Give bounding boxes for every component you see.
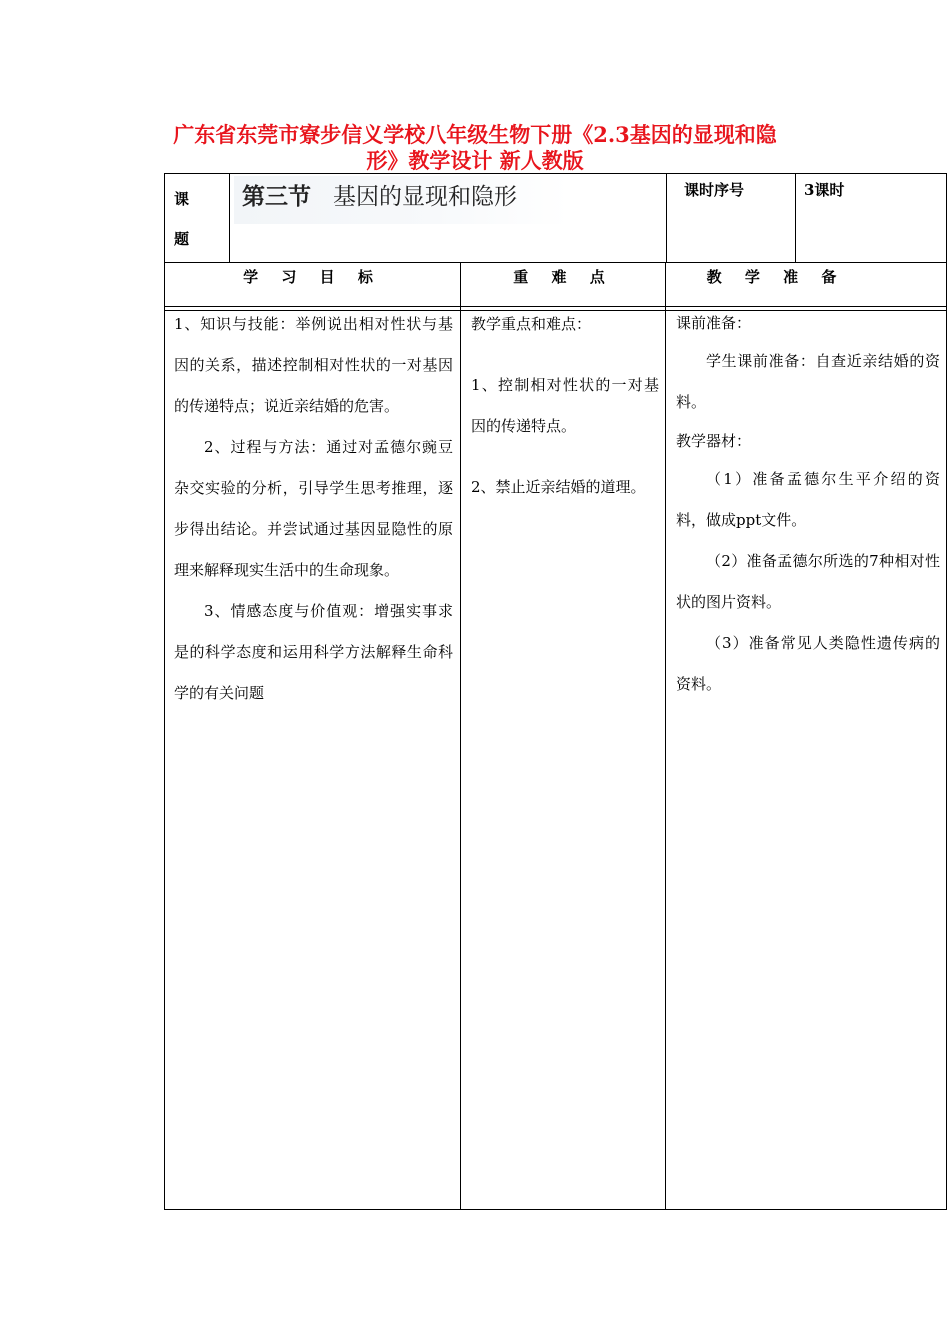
header-divider-3 bbox=[795, 173, 796, 262]
header-divider-1 bbox=[229, 173, 230, 262]
table-border-right bbox=[946, 173, 947, 1210]
preparation-heading-1: 课前准备： bbox=[676, 314, 752, 332]
preparation-cell bbox=[676, 305, 940, 705]
table-border-left bbox=[164, 173, 165, 1210]
period-value: 3课时 bbox=[804, 181, 845, 199]
goal-item-3: 3、情感态度与价值观：增强实事求是的科学态度和运用科学方法解释生命科学的有关问题 bbox=[174, 602, 453, 702]
lesson-label-char-1: 课 bbox=[174, 190, 190, 208]
table-border-top bbox=[164, 173, 947, 174]
lesson-title bbox=[242, 178, 517, 211]
key-points-heading: 教学重点和难点： bbox=[471, 315, 592, 333]
key-point-item-2: 2、禁止近亲结婚的道理。 bbox=[471, 478, 646, 496]
column-heading-preparation: 教 学 准 备 bbox=[706, 268, 846, 286]
key-point-item-1: 1、控制相对性状的一对基因的传递特点。 bbox=[471, 376, 659, 435]
period-label: 课时序号 bbox=[684, 181, 745, 199]
column-heading-goals: 学 习 目 标 bbox=[243, 268, 382, 286]
column-heading-key-points: 重 难 点 bbox=[513, 268, 614, 286]
key-points-cell bbox=[471, 304, 659, 508]
column-divider-2 bbox=[665, 262, 666, 1210]
goals-cell bbox=[174, 304, 453, 714]
column-divider-1 bbox=[460, 262, 461, 1210]
lesson-name: 基因的显现和隐形 bbox=[332, 184, 517, 210]
lesson-label bbox=[174, 179, 194, 259]
goal-item-1: 1、知识与技能：举例说出相对性状与基因的关系，描述控制相对性状的一对基因的传递特点；说近亲结婚的危害。 bbox=[174, 315, 453, 415]
lesson-label-char-2: 题 bbox=[174, 230, 190, 248]
preparation-item-2: （2）准备孟德尔所选的7种相对性状的图片资料。 bbox=[676, 552, 940, 611]
table-border-bottom bbox=[164, 1209, 947, 1210]
document-title bbox=[150, 122, 800, 174]
goal-item-2: 2、过程与方法：通过对孟德尔豌豆杂交实验的分析，引导学生思考推理，逐步得出结论。并尝试通过基因显隐性的原理来解释现实生活中的生命现象。 bbox=[174, 438, 453, 579]
lesson-section: 第三节 bbox=[242, 184, 311, 210]
preparation-item-3: （3）准备常见人类隐性遗传病的资料。 bbox=[676, 634, 940, 693]
preparation-student: 学生课前准备：自查近亲结婚的资料。 bbox=[676, 352, 940, 411]
row-divider-header bbox=[164, 262, 947, 263]
header-divider-2 bbox=[666, 173, 667, 262]
document-title-line-2: 形》教学设计 新人教版 bbox=[366, 148, 584, 173]
preparation-heading-2: 教学器材： bbox=[676, 432, 752, 450]
document-title-line-1: 广东省东莞市寮步信义学校八年级生物下册《2.3基因的显现和隐 bbox=[173, 122, 777, 147]
preparation-item-1: （1）准备孟德尔生平介绍的资料，做成ppt文件。 bbox=[676, 470, 940, 529]
